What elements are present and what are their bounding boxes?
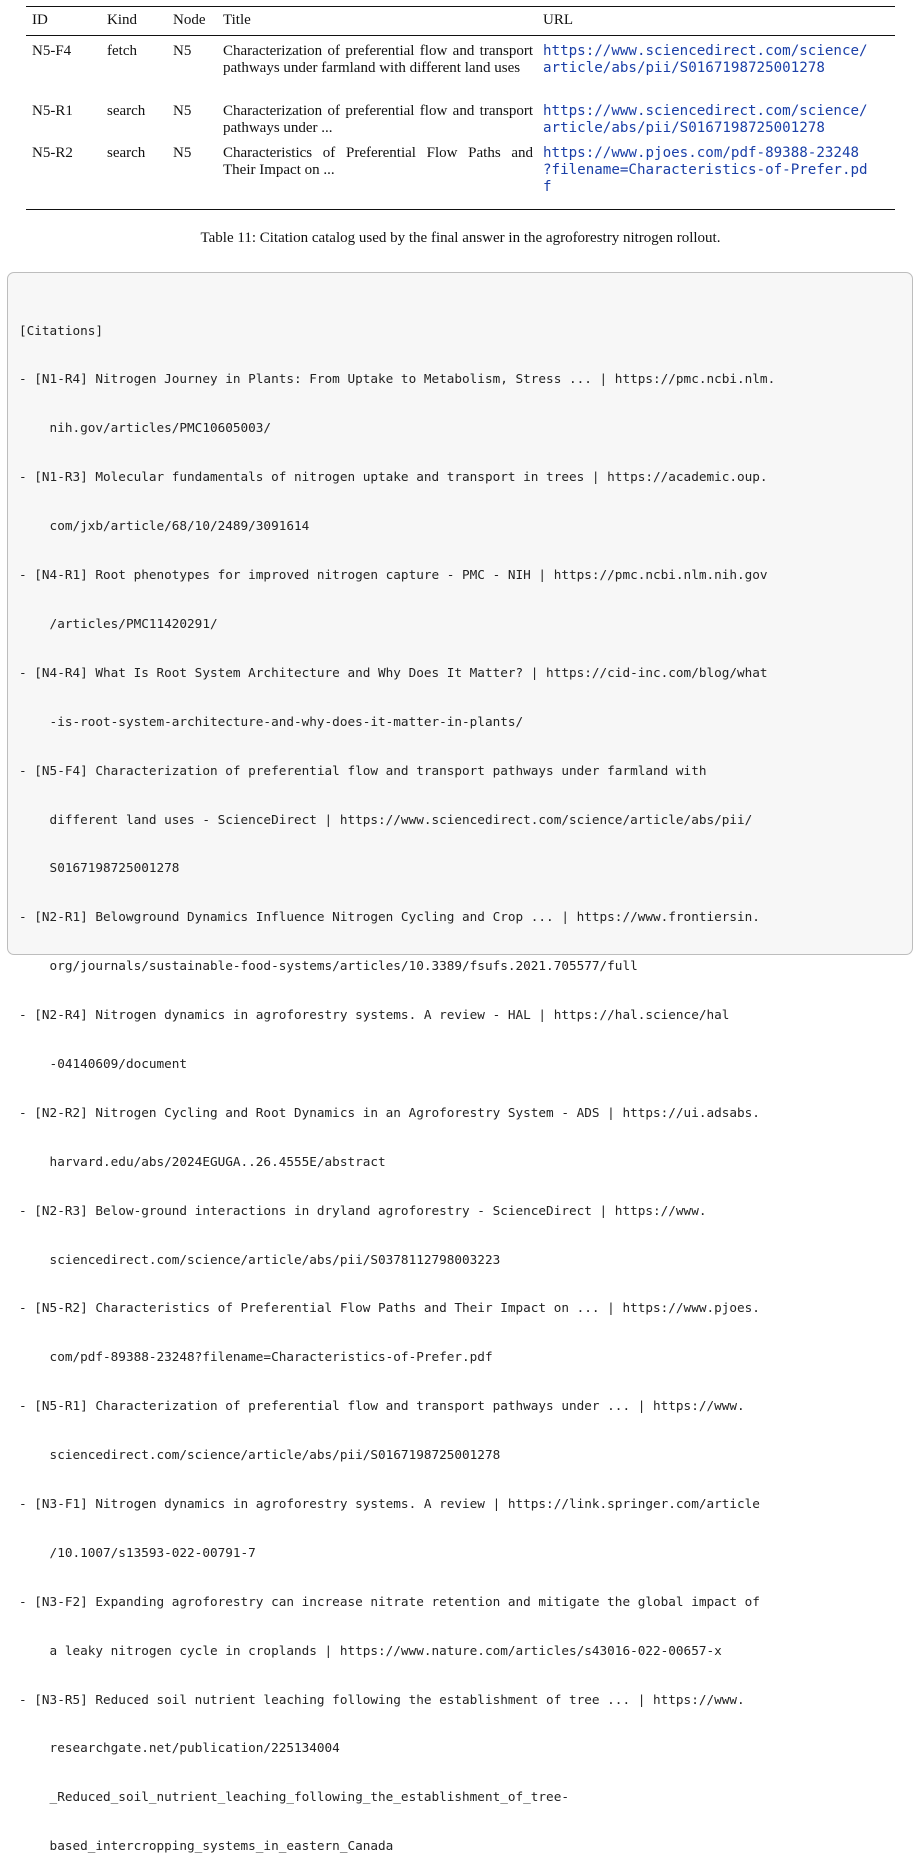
row-url-link[interactable]: https://www.sciencedirect.com/science/ article/abs/pii/S0167198725001278 [543,43,868,76]
citation-line: -04140609/document [19,1055,188,1071]
citation-line: different land uses - ScienceDirect | https://www.sciencedirect.com/science/article/abs/pii/ [19,811,753,827]
row-kind: fetch [107,43,137,59]
citation-line: - [N5-F4] Characterization of preferential flow and transport pathways under farmland with [19,762,707,778]
row-node: N5 [173,103,192,119]
citation-line: sciencedirect.com/science/article/abs/pii/S0378112798003223 [19,1251,501,1267]
citation-line: a leaky nitrogen cycle in croplands | https://www.nature.com/articles/s43016-022-00657-x [19,1642,722,1658]
row-id: N5-F4 [32,43,72,59]
citation-line: - [N1-R3] Molecular fundamentals of nitrogen uptake and transport in trees | https://academic.oup. [19,469,768,485]
table-top-rule [26,6,895,7]
citation-line: - [N5-R2] Characteristics of Preferential Flow Paths and Their Impact on ... | https://www.pjoes. [19,1300,760,1316]
row-title: Characterization of preferential flow and transport pathways under farmland with different land uses [223,43,533,76]
row-title: Characteristics of Preferential Flow Paths and Their Impact on ... [223,145,533,178]
citation-line: -is-root-system-architecture-and-why-does-it-matter-in-plants/ [19,713,524,729]
citation-line: - [N2-R4] Nitrogen dynamics in agroforestry systems. A review - HAL | https://hal.science/hal [19,1007,730,1023]
citation-line: - [N2-R3] Below-ground interactions in dryland agroforestry - ScienceDirect | https://www. [19,1202,707,1218]
citation-line: - [N2-R1] Belowground Dynamics Influence Nitrogen Cycling and Crop ... | https://www.frontiersin. [19,909,760,925]
citation-line: - [N1-R4] Nitrogen Journey in Plants: From Uptake to Metabolism, Stress ... | https://pmc.ncbi.nlm. [19,371,776,387]
citation-line: - [N5-R1] Characterization of preferential flow and transport pathways under ... | https://www. [19,1398,745,1414]
citation-line: com/pdf-89388-23248?filename=Characteristics-of-Prefer.pdf [19,1349,493,1365]
citation-line: _Reduced_soil_nutrient_leaching_following_the_establishment_of_tree- [19,1789,569,1805]
citation-line: - [N3-F1] Nitrogen dynamics in agroforestry systems. A review | https://link.springer.com/article [19,1495,760,1511]
row-id: N5-R2 [32,145,73,161]
table-bottom-rule [26,209,895,210]
row-url-link[interactable]: https://www.pjoes.com/pdf-89388-23248 ?filename=Characteristics-of-Prefer.pd f [543,145,868,195]
citation-line: - [N4-R1] Root phenotypes for improved nitrogen capture - PMC - NIH | https://pmc.ncbi.nlm.nih.gov [19,567,768,583]
row-node: N5 [173,145,192,161]
header-url: URL [543,12,573,28]
citation-line: researchgate.net/publication/225134004 [19,1740,340,1756]
citation-line: /articles/PMC11420291/ [19,615,218,631]
row-id: N5-R1 [32,103,73,119]
header-title: Title [223,12,251,28]
citation-line: - [N2-R2] Nitrogen Cycling and Root Dynamics in an Agroforestry System - ADS | https://ui.adsabs. [19,1104,760,1120]
citation-line: /10.1007/s13593-022-00791-7 [19,1544,256,1560]
citation-line: com/jxb/article/68/10/2489/3091614 [19,518,310,534]
citation-line: based_intercropping_systems_in_eastern_Canada [19,1838,394,1854]
citation-line: [Citations] [19,322,104,338]
row-kind: search [107,103,146,119]
table-header-rule [26,35,895,36]
citation-line: - [N4-R4] What Is Root System Architecture and Why Does It Matter? | https://cid-inc.com/blog/what [19,664,768,680]
citation-line: S0167198725001278 [19,860,180,876]
header-node: Node [173,12,206,28]
citations-text [19,290,904,1871]
citation-line: sciencedirect.com/science/article/abs/pii/S0167198725001278 [19,1447,501,1463]
row-title: Characterization of preferential flow and transport pathways under ... [223,103,533,136]
table-caption: Table 11: Citation catalog used by the final answer in the agroforestry nitrogen rollout. [200,230,721,246]
row-node: N5 [173,43,192,59]
row-url-link[interactable]: https://www.sciencedirect.com/science/ article/abs/pii/S0167198725001278 [543,103,868,136]
header-kind: Kind [107,12,137,28]
header-id: ID [32,12,48,28]
citation-line: nih.gov/articles/PMC10605003/ [19,420,272,436]
citation-line: - [N3-F2] Expanding agroforestry can increase nitrate retention and mitigate the global impact of [19,1593,760,1609]
citation-line: org/journals/sustainable-food-systems/articles/10.3389/fsufs.2021.705577/full [19,958,638,974]
citation-line: - [N3-R5] Reduced soil nutrient leaching following the establishment of tree ... | https://www. [19,1691,745,1707]
citation-line: harvard.edu/abs/2024EGUGA..26.4555E/abstract [19,1153,386,1169]
row-kind: search [107,145,146,161]
